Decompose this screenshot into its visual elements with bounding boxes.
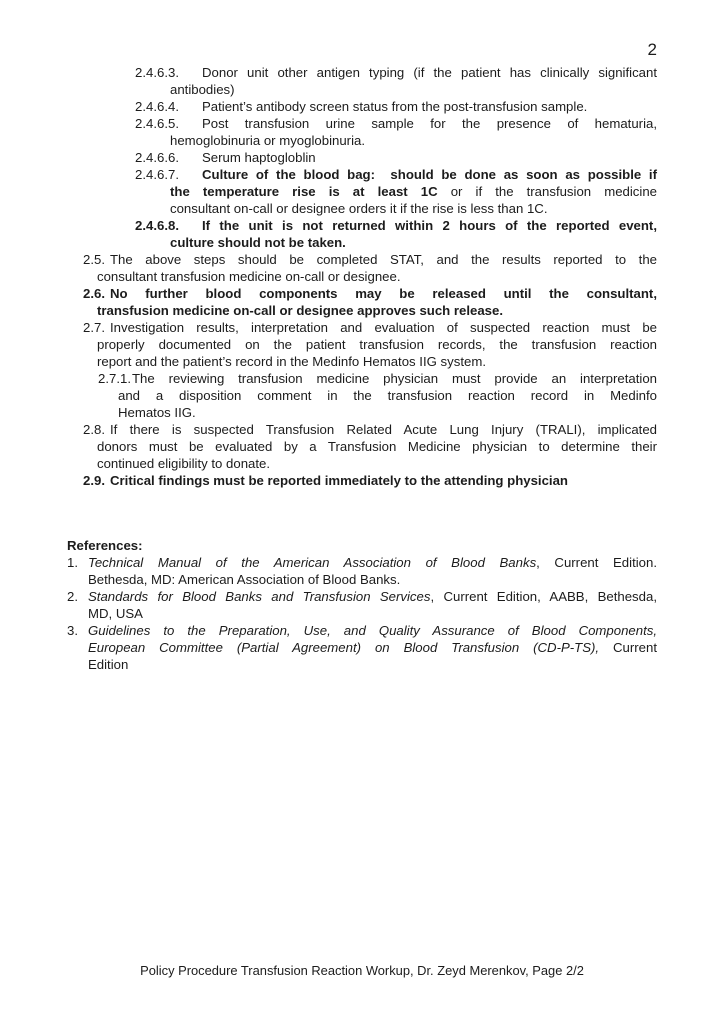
procedure-item [67,166,657,217]
item-number: 2.4.6.7. [135,167,179,182]
item-number: 2.5. [83,252,105,267]
item-line: Technical Manual of the American Association of Blood Banks, Current Edition. [88,555,657,570]
reference-item [67,622,657,673]
item-number: 2.8. [83,422,105,437]
item-line: donors must be evaluated by a Transfusion Medicine physician to determine their [97,439,657,454]
page-number: 2 [647,40,657,59]
procedure-item [67,64,657,98]
item-number: 2.4.6.6. [135,150,179,165]
references-section [67,537,657,673]
item-line: If the unit is not returned within 2 hours of the reported event, [202,218,657,233]
item-line: consultant transfusion medicine on-call or designee. [97,269,401,284]
item-number: 1. [67,555,78,570]
item-line: Hematos IIG. [118,405,196,420]
procedure-item [67,251,657,285]
procedure-item [67,285,657,319]
item-line: No further blood components may be released until the consultant, [110,286,657,301]
procedure-item [67,149,657,166]
procedure-item [67,115,657,149]
procedure-list [67,64,657,489]
item-line: consultant on-call or designee orders it if the rise is less than 1C. [170,201,548,216]
reference-item [67,554,657,588]
item-line: Guidelines to the Preparation, Use, and Quality Assurance of Blood Components, [88,623,657,638]
item-line: antibodies) [170,82,235,97]
page-footer: Policy Procedure Transfusion Reaction Workup, Dr. Zeyd Merenkov, Page 2/2 [140,963,584,978]
item-number: 3. [67,623,78,638]
item-line: If there is suspected Transfusion Related Acute Lung Injury (TRALI), implicated [110,422,657,437]
item-line: European Committee (Partial Agreement) on Blood Transfusion (CD-P-TS), Current [88,640,657,655]
item-line: MD, USA [88,606,143,621]
item-line: culture should not be taken. [170,235,346,250]
item-number: 2. [67,589,78,604]
item-line: hemoglobinuria or myoglobinuria. [170,133,365,148]
item-line: Serum haptogloblin [202,150,316,165]
item-line: Standards for Blood Banks and Transfusion Services, Current Edition, AABB, Bethesda, [88,589,657,604]
item-line: Edition [88,657,129,672]
item-line: and a disposition comment in the transfusion reaction record in Medinfo [118,388,657,403]
item-number: 2.4.6.3. [135,65,179,80]
item-line: the temperature rise is at least 1C or if the transfusion medicine [170,184,657,199]
item-line: Culture of the blood bag: should be done as soon as possible if [202,167,657,182]
item-number: 2.4.6.4. [135,99,179,114]
references-heading: References: [67,538,143,553]
item-number: 2.7.1. [98,371,131,386]
item-line: Post transfusion urine sample for the presence of hematuria, [202,116,657,131]
item-line: Patient’s antibody screen status from the post-transfusion sample. [202,99,588,114]
item-number: 2.6. [83,286,105,301]
item-line: Investigation results, interpretation and evaluation of suspected reaction must be [110,320,657,335]
procedure-item [67,472,657,489]
reference-item [67,588,657,622]
procedure-item [67,217,657,251]
procedure-item [67,421,657,472]
item-line: report and the patient’s record in the Medinfo Hematos IIG system. [97,354,486,369]
item-line: Bethesda, MD: American Association of Blood Banks. [88,572,401,587]
procedure-item [67,98,657,115]
item-line: The reviewing transfusion medicine physician must provide an interpretation [132,371,657,386]
item-number: 2.4.6.5. [135,116,179,131]
item-line: continued eligibility to donate. [97,456,271,471]
procedure-item [67,319,657,370]
item-line: properly documented on the patient transfusion records, the transfusion reaction [97,337,657,352]
item-line: transfusion medicine on-call or designee approves such release. [97,303,504,318]
procedure-item [67,370,657,421]
references-list [67,554,657,673]
item-number: 2.9. [83,473,105,488]
item-number: 2.4.6.8. [135,218,179,233]
item-number: 2.7. [83,320,105,335]
item-line: The above steps should be completed STAT, and the results reported to the [110,252,657,267]
item-line: Critical findings must be reported immediately to the attending physician [110,473,568,488]
item-line: Donor unit other antigen typing (if the patient has clinically significant [202,65,657,80]
